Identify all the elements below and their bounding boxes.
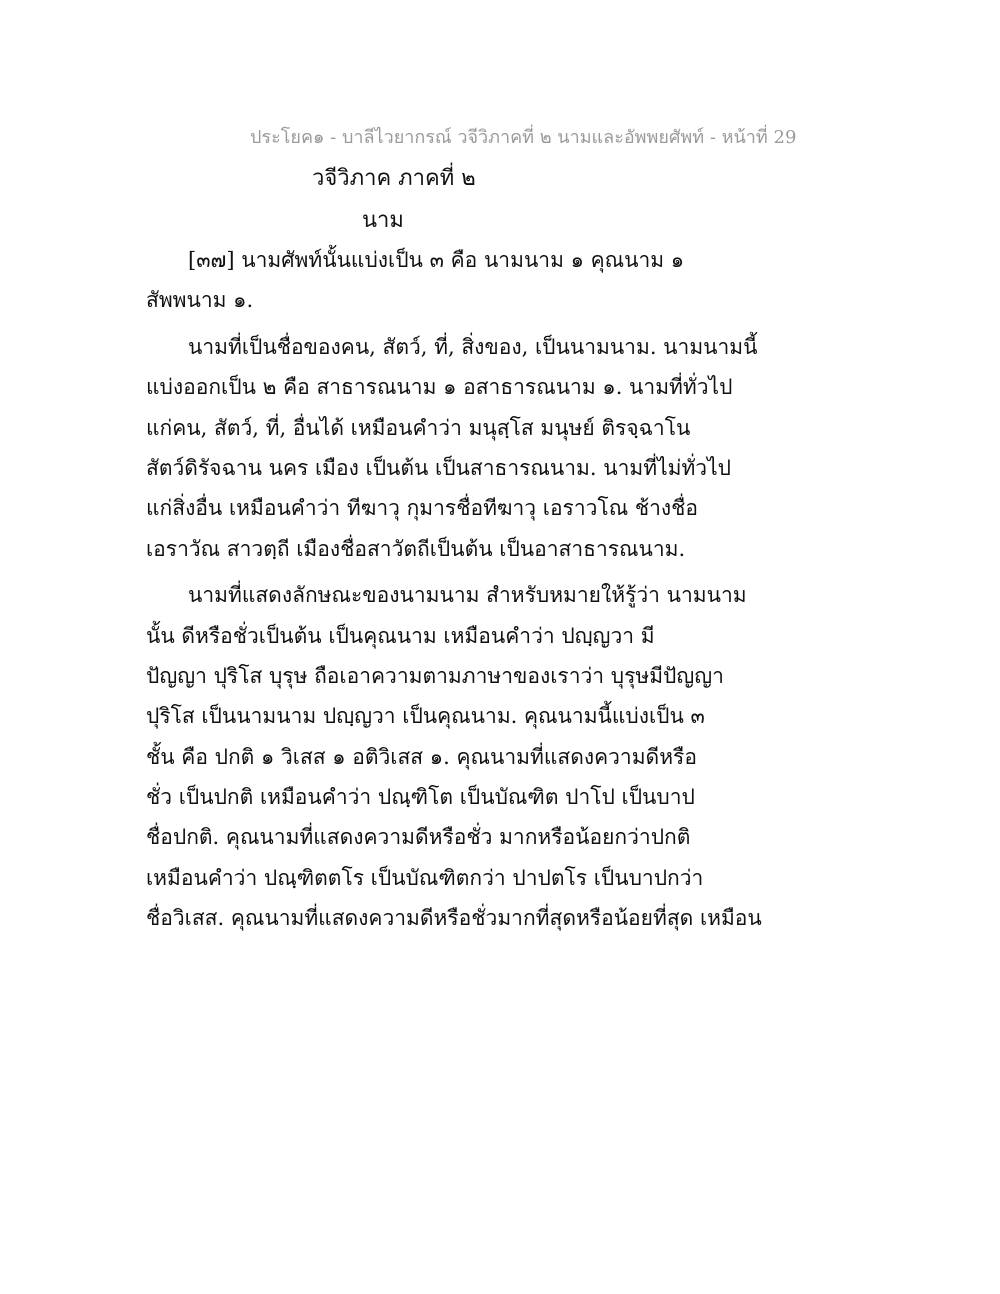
paragraph-3 [146, 575, 766, 939]
paragraph-2 [146, 327, 766, 569]
paragraph-1 [146, 240, 766, 321]
paragraph-line: นามที่เป็นชื่อของคน, สัตว์, ที่, สิ่งของ, เป็นนามนาม. นามนามนี้ [188, 334, 758, 359]
paragraph-line: ปัญญา ปุริโส บุรุษ ถือเอาความตามภาษาของเราว่า บุรุษมีปัญญา [146, 663, 724, 688]
paragraph-line: [๓๗] นามศัพท์นั้นแบ่งเป็น ๓ คือ นามนาม ๑ คุณนาม ๑ [188, 248, 685, 272]
paragraph-line: นามที่แสดงลักษณะของนามนาม สำหรับหมายให้รู้ว่า นามนาม [188, 583, 747, 608]
paragraph-line: แก่คน, สัตว์, ที่, อื่นได้ เหมือนคำว่า มนุสฺโส มนุษย์ ติรจฺฉาโน [146, 415, 691, 440]
chapter-title: วจีวิภาค ภาคที่ ๒ [312, 166, 476, 191]
paragraph-line: ชั้น คือ ปกติ ๑ วิเสส ๑ อติวิเสส ๑. คุณนามที่แสดงความดีหรือ [146, 744, 697, 769]
paragraph-line: เอราวัณ สาวตฺถี เมืองชื่อสาวัตถีเป็นต้น เป็นอาสาธารณนาม. [146, 536, 686, 561]
paragraph-line: ชื่อวิเสส. คุณนามที่แสดงความดีหรือชั่วมากที่สุดหรือน้อยที่สุด เหมือน [146, 906, 762, 931]
body-text [146, 240, 766, 939]
paragraph-line: ปุริโส เป็นนามนาม ปญฺญวา เป็นคุณนาม. คุณนามนี้แบ่งเป็น ๓ [146, 704, 705, 729]
section-title: นาม [362, 208, 404, 233]
paragraph-line: เหมือนคำว่า ปณฺฑิตตโร เป็นบัณฑิตกว่า ปาปตโร เป็นบาปกว่า [146, 865, 704, 890]
paragraph-line: ชื่อปกติ. คุณนามที่แสดงความดีหรือชั่ว มากหรือน้อยกว่าปกติ [146, 825, 691, 850]
paragraph-line: สัพพนาม ๑. [146, 288, 254, 313]
paragraph-line: นั้น ดีหรือชั่วเป็นต้น เป็นคุณนาม เหมือนคำว่า ปญฺญวา มี [146, 623, 655, 648]
paragraph-line: แก่สิ่งอื่น เหมือนคำว่า ทีฆาวุ กุมารชื่อทีฆาวุ เอราวโณ ช้างชื่อ [146, 496, 699, 521]
paragraph-line: ชั่ว เป็นปกติ เหมือนคำว่า ปณฺฑิโต เป็นบัณฑิต ปาโป เป็นบาป [146, 785, 695, 810]
running-header: ประโยค๑ - บาลีไวยากรณ์ วจีวิภาคที่ ๒ นามและอัพพยศัพท์ - หน้าที่ 29 [250, 127, 797, 148]
paragraph-line: แบ่งออกเป็น ๒ คือ สาธารณนาม ๑ อสาธารณนาม ๑. นามที่ทั่วไป [146, 375, 733, 400]
paragraph-line: สัตว์ดิรัจฉาน นคร เมือง เป็นต้น เป็นสาธารณนาม. นามที่ไม่ทั่วไป [146, 455, 731, 480]
